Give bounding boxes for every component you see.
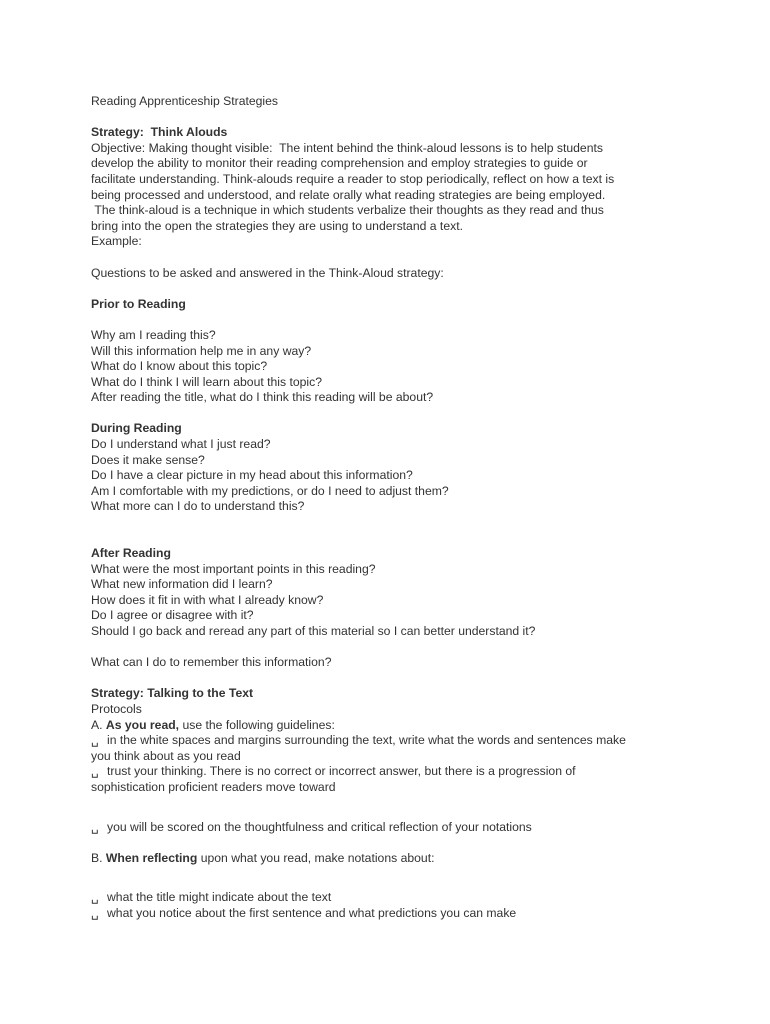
- example-label: Example:: [91, 234, 142, 249]
- question-item: Why am I reading this?: [91, 327, 216, 342]
- reflection-item: [91, 906, 691, 922]
- during-reading-heading: During Reading: [91, 421, 182, 436]
- question-item: Will this information help me in any way?: [91, 343, 312, 358]
- guideline-a-bold: As you read,: [105, 717, 180, 732]
- question-item: Should I go back and reread any part of this material so I can better understand it?: [91, 624, 536, 638]
- question-item: Does it make sense?: [91, 452, 205, 467]
- objective-line: develop the ability to monitor their reading comprehension and employ strategies to guide or: [91, 156, 588, 171]
- objective-line: being processed and understood, and relate orally what reading strategies are being employed.: [91, 187, 606, 202]
- guideline-a-heading: [91, 718, 691, 734]
- question-item: Do I understand what I just read?: [91, 437, 271, 452]
- reflection-item: [91, 890, 691, 906]
- guideline-text: trust your thinking. There is no correct or incorrect answer, but there is a progression of: [107, 764, 576, 779]
- guideline-item: [91, 733, 691, 749]
- question-item: Do I agree or disagree with it?: [91, 608, 254, 623]
- guideline-b-rest: upon what you read, make notations about:: [197, 850, 435, 865]
- open-box-bullet-icon: ␣: [91, 905, 99, 920]
- open-box-bullet-icon: ␣: [91, 764, 99, 779]
- objective-line: Objective: Making thought visible: The intent behind the think-aloud lessons is to help students: [91, 140, 603, 155]
- closing-question: What can I do to remember this information?: [91, 655, 332, 670]
- guideline-text: in the white spaces and margins surrounding the text, write what the words and sentences make: [107, 733, 626, 748]
- prior-to-reading-heading: Prior to Reading: [91, 296, 186, 311]
- open-box-bullet-icon: ␣: [91, 890, 99, 905]
- guideline-item: [91, 820, 691, 836]
- guideline-a-rest: use the following guidelines:: [179, 717, 335, 732]
- questions-intro: Questions to be asked and answered in the Think-Aloud strategy:: [91, 265, 444, 280]
- objective-line: The think-aloud is a technique in which students verbalize their thoughts as they read and thus: [91, 203, 604, 218]
- question-item: What do I know about this topic?: [91, 359, 268, 374]
- reflection-text: what you notice about the first sentence and what predictions you can make: [107, 905, 517, 920]
- guideline-b-bold: When reflecting: [105, 850, 198, 865]
- talking-to-text-heading: Strategy: Talking to the Text: [91, 686, 254, 701]
- question-item: What were the most important points in this reading?: [91, 561, 376, 576]
- objective-line: facilitate understanding. Think-alouds require a reader to stop periodically, reflect on how a text is: [91, 171, 615, 186]
- question-item: What more can I do to understand this?: [91, 499, 305, 514]
- guideline-b-heading: [91, 851, 691, 867]
- protocols-label: Protocols: [91, 701, 142, 716]
- question-item: What new information did I learn?: [91, 577, 273, 592]
- question-item: After reading the title, what do I think this reading will be about?: [91, 390, 434, 405]
- document-title: Reading Apprenticeship Strategies: [91, 94, 278, 108]
- reflection-text: what the title might indicate about the text: [107, 890, 332, 905]
- guideline-b-prefix: B.: [91, 850, 106, 865]
- think-alouds-heading: Strategy: Think Alouds: [91, 125, 228, 140]
- question-item: Am I comfortable with my predictions, or do I need to adjust them?: [91, 483, 449, 498]
- open-box-bullet-icon: ␣: [91, 819, 99, 834]
- guideline-continuation: sophistication proficient readers move toward: [91, 779, 336, 794]
- objective-line: bring into the open the strategies they are using to understand a text.: [91, 218, 463, 233]
- guideline-a-prefix: A.: [91, 717, 106, 732]
- question-item: How does it fit in with what I already know?: [91, 592, 324, 607]
- guideline-item: [91, 764, 691, 780]
- open-box-bullet-icon: ␣: [91, 733, 99, 748]
- question-item: What do I think I will learn about this topic?: [91, 374, 323, 389]
- after-reading-heading: After Reading: [91, 546, 171, 561]
- document-page: [91, 94, 691, 922]
- question-item: Do I have a clear picture in my head about this information?: [91, 468, 413, 483]
- guideline-continuation: you think about as you read: [91, 748, 241, 763]
- guideline-text: you will be scored on the thoughtfulness and critical reflection of your notations: [107, 819, 532, 834]
